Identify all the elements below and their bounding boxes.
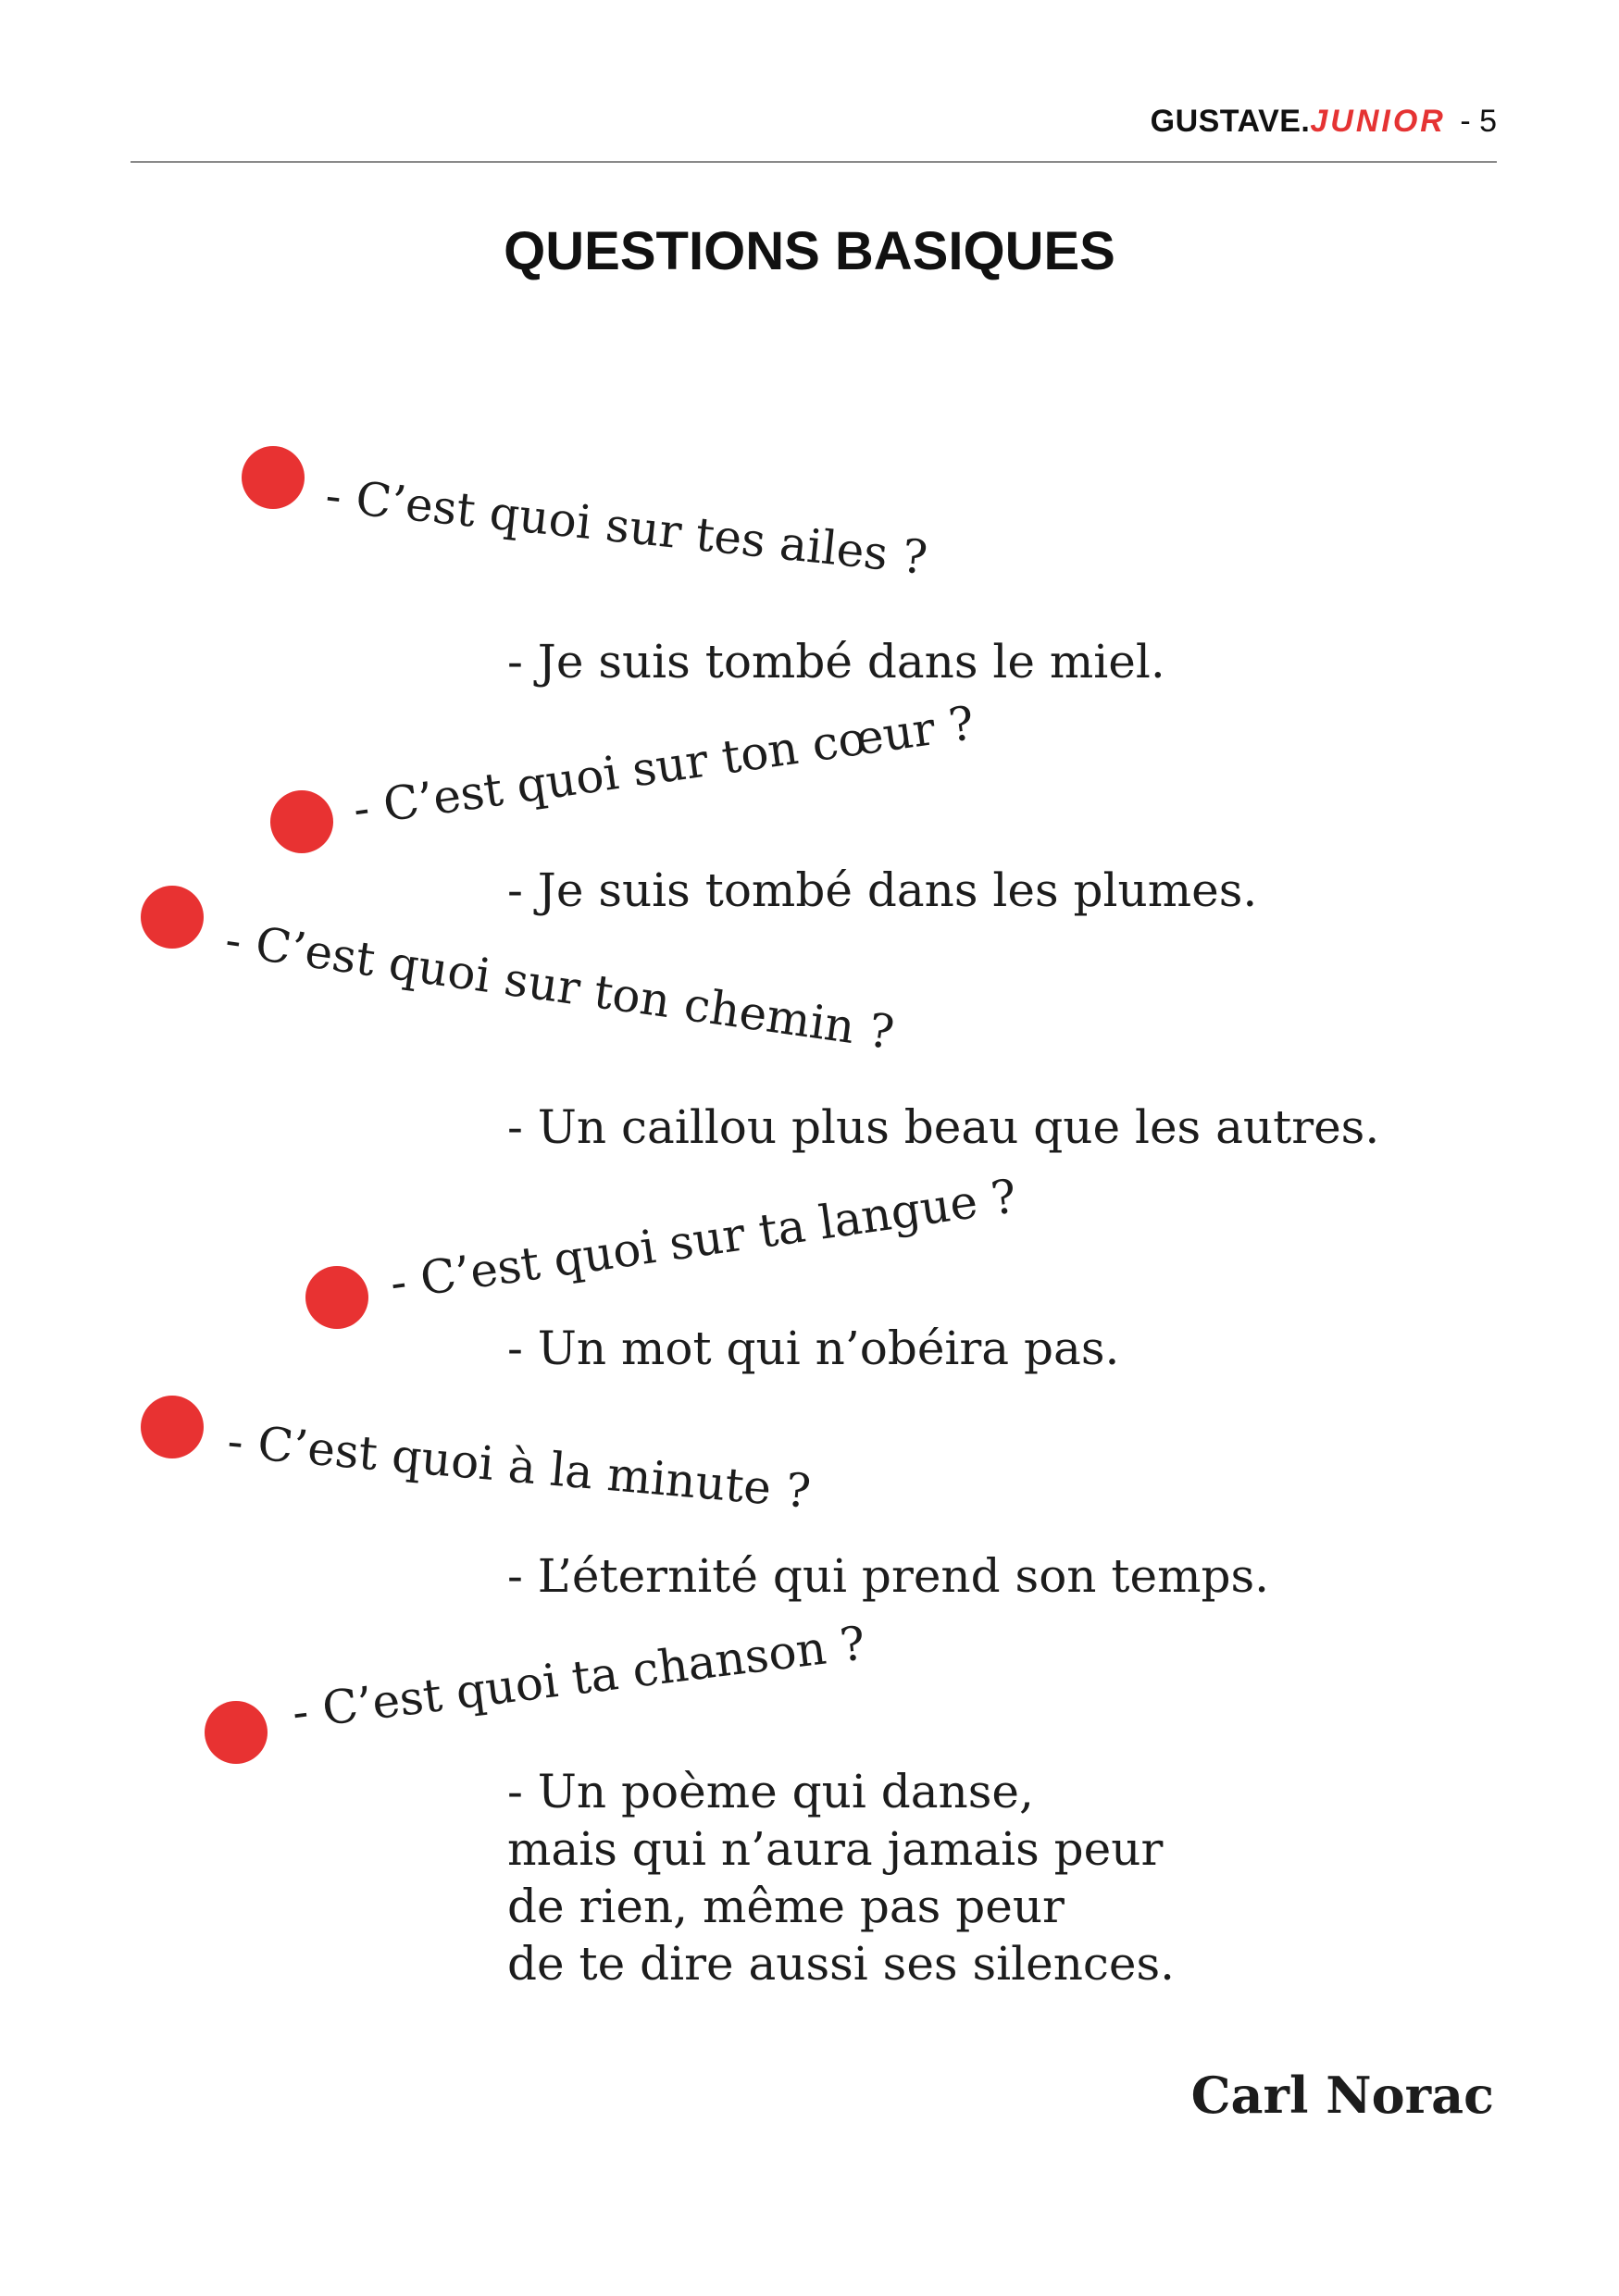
brand-name: GUSTAVE. xyxy=(1150,104,1311,139)
answer-2: - Je suis tombé dans les plumes. xyxy=(507,863,1258,917)
question-2: - C’est quoi sur ton cœur ? xyxy=(349,696,978,837)
bullet-dot xyxy=(141,1396,204,1458)
page-number: - 5 xyxy=(1460,104,1497,139)
answer-1: - Je suis tombé dans le miel. xyxy=(507,635,1165,689)
answer-6-line: - Un poème qui danse, xyxy=(507,1765,1034,1818)
question-5: - C’est quoi à la minute ? xyxy=(225,1414,814,1519)
brand-sub: JUNIOR xyxy=(1310,104,1446,139)
answer-6-line: mais qui n’aura jamais peur xyxy=(507,1822,1164,1876)
question-4: - C’est quoi sur ta langue ? xyxy=(386,1169,1020,1310)
bullet-dot xyxy=(242,446,305,509)
question-1: - C’est quoi sur tes ailes ? xyxy=(322,468,930,586)
bullet-dot xyxy=(305,1266,368,1329)
answer-5: - L’éternité qui prend son temps. xyxy=(507,1549,1270,1603)
answer-6 xyxy=(507,1763,1175,1992)
question-6: - C’est quoi ta chanson ? xyxy=(289,1616,868,1740)
bullet-dot xyxy=(270,790,333,853)
page-title: QUESTIONS BASIQUES xyxy=(504,221,1115,281)
author-name: Carl Norac xyxy=(1190,2066,1494,2125)
page-header xyxy=(131,100,1497,163)
brand-logo xyxy=(1151,104,1497,140)
answer-3: - Un caillou plus beau que les autres. xyxy=(507,1100,1380,1154)
answer-4: - Un mot qui n’obéira pas. xyxy=(507,1322,1120,1375)
bullet-dot xyxy=(141,886,204,949)
bullet-dot xyxy=(205,1701,268,1764)
question-3: - C’est quoi sur ton chemin ? xyxy=(221,912,898,1061)
answer-6-line: de rien, même pas peur xyxy=(507,1880,1065,1933)
answer-6-line: de te dire aussi ses silences. xyxy=(507,1937,1176,1991)
